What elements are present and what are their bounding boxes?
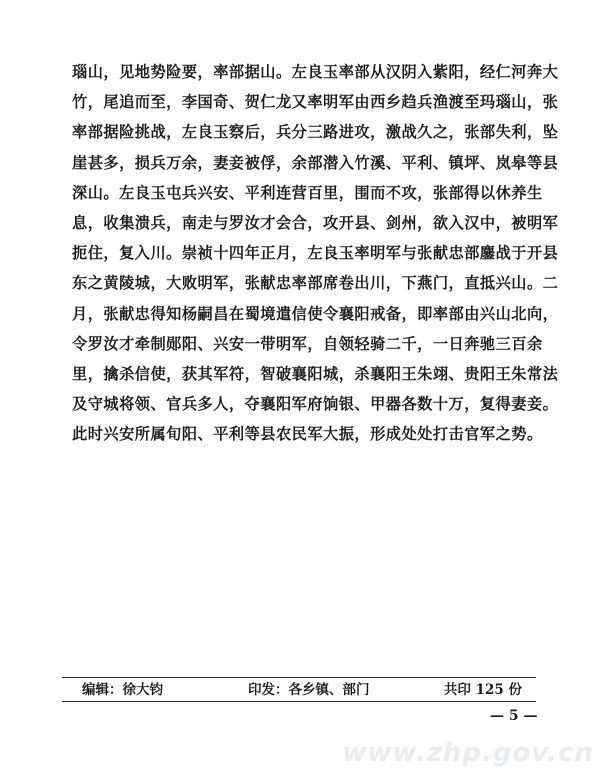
watermark: www.zhp.gov.cn bbox=[342, 738, 594, 768]
footer-copies: 共印 125 份 bbox=[443, 682, 522, 698]
body-line-2: 竹，尾追而至，李国奇、贺仁龙又率明军由西乡趋兵渔渡至玛瑙山，张 bbox=[72, 93, 559, 112]
body-line-6: 息，收集溃兵，南走与罗汝才会合，攻开县、剑州，欲入汉中，被明军 bbox=[72, 213, 559, 232]
body-line-5: 深山。左良玉屯兵兴安、平利连营百里，围而不攻，张部得以休养生 bbox=[72, 183, 543, 202]
body-line-1: 瑙山，见地势险要，率部据山。左良玉率部从汉阴入紫阳，经仁河奔大 bbox=[72, 63, 559, 81]
footer-rule-bottom bbox=[62, 701, 536, 702]
page-number: — 5 — bbox=[490, 708, 538, 724]
body-line-8: 东之黄陵城，大败明军，张献忠率部席卷出川，下燕门，直抵兴山。二 bbox=[72, 274, 559, 293]
body-line-13: 此时兴安所属旬阳、平利等县农民军大振，形成处处打击官军之势。 bbox=[72, 425, 543, 444]
body-line-7: 扼住，复入川。崇祯十四年正月，左良玉率明军与张献忠部鏖战于开县 bbox=[72, 244, 559, 263]
body-line-11: 里，擒杀信使，获其军符，智破襄阳城，杀襄阳王朱翊、贵阳王朱常法 bbox=[72, 364, 559, 383]
footer-editor: 编辑：徐大钧 bbox=[82, 682, 163, 698]
body-text bbox=[72, 57, 559, 449]
body-line-9: 月，张献忠得知杨嗣昌在蜀境遣信使令襄阳戒备，即率部由兴山北向， bbox=[72, 304, 559, 323]
body-line-4: 崖甚多，损兵万余，妻妾被俘，余部潜入竹溪、平利、镇坪、岚皋等县 bbox=[72, 153, 559, 172]
body-line-12: 及守城将领、官兵多人，夺襄阳军府饷银、甲器各数十万，复得妻妾。 bbox=[72, 395, 559, 414]
footer-info bbox=[62, 679, 536, 701]
body-line-10: 令罗汝才牵制郧阳、兴安一带明军，自领轻骑二千，一日奔驰三百余 bbox=[72, 334, 543, 353]
footer-distribution: 印发：各乡镇、部门 bbox=[248, 682, 370, 698]
footer-rule-top bbox=[62, 677, 536, 678]
body-line-3: 率部据险挑战，左良玉察后，兵分三路进攻，激战久之，张部失利，坠 bbox=[72, 123, 559, 142]
